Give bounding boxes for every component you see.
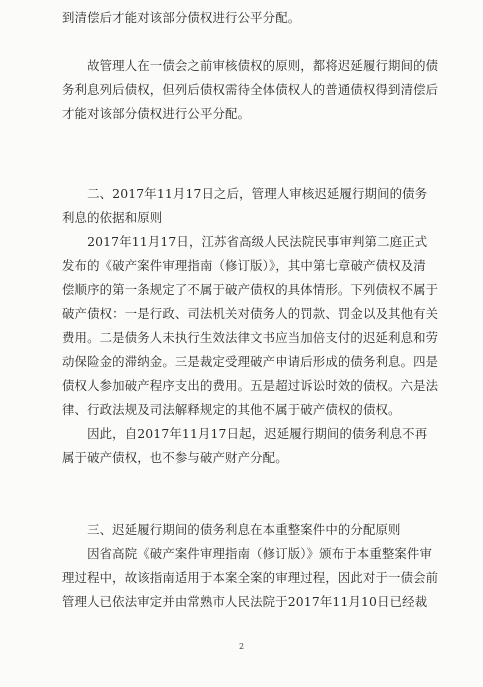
text-line: 才能对该部分债权进行公平分配。 (62, 106, 251, 121)
text-line: 属于破产债权，也不参与破产财产分配。 (62, 450, 288, 465)
text-line: 债权人参加破产程序支出的费用。五是超过诉讼时效的债权。六是法 (62, 378, 439, 393)
text-line: 到清偿后才能对该部分债权进行公平分配。 (62, 10, 301, 25)
paragraph (62, 542, 439, 614)
paragraph (62, 518, 428, 542)
text-line: 理过程中，故该指南适用于本案全案的审理过程，因此对于一债会前 (62, 570, 439, 585)
page-number: 2 (238, 642, 245, 651)
paragraph (62, 6, 428, 30)
text-line: 2017年11月17日，江苏省高级人民法院民事审判第二庭正式 (62, 234, 428, 249)
text-line: 因省高院《破产案件审理指南（修订版）》颁布于本重整案件审 (62, 546, 433, 561)
text-line: 律、行政法规及司法解释规定的其他不属于破产债权的债权。 (62, 402, 401, 417)
text-line: 二、2017年11月17日之后，管理人审核迟延履行期间的债务 (62, 186, 428, 201)
text-line: 发布的《破产案件审理指南（修订版）》，其中第七章破产债权及清 (62, 258, 426, 273)
text-line: 故管理人在一债会之前审核债权的原则，都将迟延履行期间的债 (62, 58, 439, 73)
text-line: 管理人已依法审定并由常熟市人民法院于2017年11月10日已经裁 (62, 594, 428, 609)
text-line: 因此，自2017年11月17日起，迟延履行期间的债务利息不再 (62, 426, 428, 441)
text-line: 务利息列后债权，但列后债权需待全体债权人的普通债权得到清偿后 (62, 82, 439, 97)
text-line: 三、迟延履行期间的债务利息在本重整案件中的分配原则 (62, 522, 401, 537)
text-line: 利息的依据和原则 (62, 210, 163, 225)
text-line: 动保险金的滞纳金。三是裁定受理破产申请后形成的债务利息。四是 (62, 354, 439, 369)
text-line: 破产债权：一是行政、司法机关对债务人的罚款、罚金以及其他有关 (62, 306, 439, 321)
text-line: 偿顺序的第一条规定了不属于破产债权的具体情形。下列债权不属于 (62, 282, 439, 297)
paragraph (62, 54, 439, 126)
paragraph (62, 422, 428, 470)
text-line: 费用。二是债务人未执行生效法律文书应当加倍支付的迟延利息和劳 (62, 330, 439, 345)
paragraph (62, 230, 439, 422)
paragraph (62, 182, 428, 230)
